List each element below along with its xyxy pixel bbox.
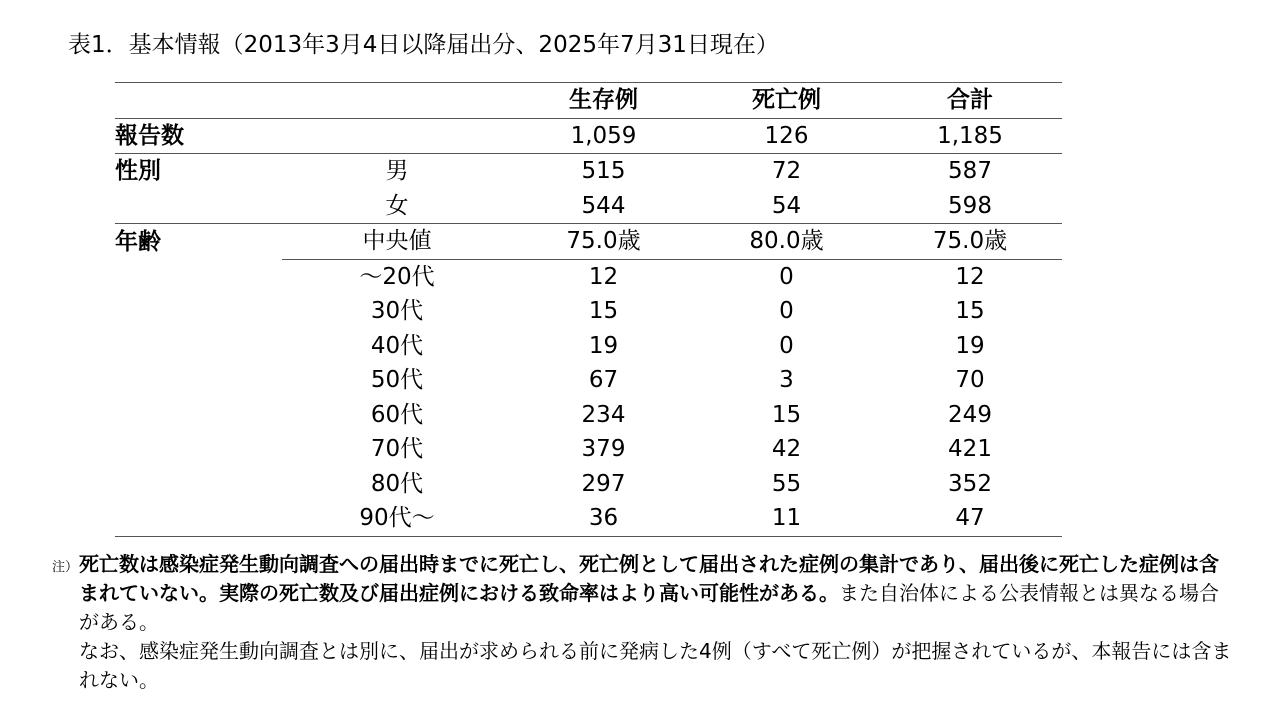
cell-value: 352 (948, 470, 992, 497)
cell-value: 42 (771, 436, 802, 463)
basic-info-table (115, 82, 1062, 537)
cell-value: 0 (779, 332, 794, 359)
age-median-row (115, 224, 1062, 260)
sub-label: 30代 (370, 298, 424, 325)
footnote (52, 550, 1232, 695)
cell-value: 12 (878, 259, 1062, 294)
footnote-body (79, 550, 1232, 695)
row-label-age: 年齢 (115, 224, 282, 260)
cell-value: 515 (512, 154, 695, 189)
cell-value: 3 (779, 367, 794, 394)
sub-label: 40代 (370, 332, 424, 359)
sex-row-male (115, 154, 1062, 189)
footnote-mark: 注） (52, 560, 79, 575)
cell-value: 80.0歳 (695, 224, 878, 260)
sub-label: ～20代 (282, 259, 512, 294)
empty-cell (115, 398, 282, 433)
cell-value: 379 (581, 436, 626, 463)
empty-cell (115, 189, 282, 224)
cell-value: 15 (588, 298, 619, 325)
sex-row-female (115, 189, 1062, 224)
cell-value: 297 (581, 470, 626, 497)
cell-value: 75.0歳 (878, 224, 1062, 260)
sub-label: 中央値 (282, 224, 512, 260)
footnote-paragraph-2: なお、感染症発生動向調査とは別に、届出が求められる前に発病した4例（すべて死亡例）が把握されているが、本報告には含まれない。 (79, 639, 1232, 692)
table-header-row (115, 83, 1062, 119)
empty-cell (115, 501, 282, 536)
cell-value: 0 (695, 259, 878, 294)
cell-value: 1,185 (878, 118, 1062, 154)
sub-label: 男 (282, 154, 512, 189)
footnote-paragraph-1 (79, 550, 1232, 637)
cell-value: 70 (955, 367, 985, 394)
column-header-died: 死亡例 (695, 83, 878, 119)
report-count-row (115, 118, 1062, 154)
cell-value: 75.0歳 (512, 224, 695, 260)
cell-value: 72 (695, 154, 878, 189)
age-row (115, 329, 1062, 364)
age-row (115, 467, 1062, 502)
sub-label: 80代 (370, 470, 424, 497)
sub-label: 70代 (370, 436, 424, 463)
empty-cell (115, 294, 282, 329)
cell-value: 15 (955, 298, 985, 325)
cell-value: 544 (581, 192, 626, 219)
age-row (115, 259, 1062, 294)
sub-label: 90代～ (282, 501, 512, 536)
footnote-normal-text: また自治体による公表情報とは異なる場合がある。 (79, 581, 1219, 634)
row-label-sex: 性別 (115, 154, 282, 189)
cell-value: 67 (588, 367, 619, 394)
cell-value: 36 (512, 501, 695, 536)
cell-value: 587 (878, 154, 1062, 189)
cell-value: 249 (948, 401, 992, 428)
empty-cell (115, 259, 282, 294)
cell-value: 15 (771, 401, 802, 428)
empty-cell (115, 329, 282, 364)
cell-value: 55 (771, 470, 802, 497)
empty-cell (115, 432, 282, 467)
cell-value: 47 (878, 501, 1062, 536)
cell-value: 11 (695, 501, 878, 536)
sub-label: 60代 (370, 401, 424, 428)
cell-value: 19 (588, 332, 619, 359)
empty-cell (115, 467, 282, 502)
sub-label: 50代 (370, 367, 424, 394)
age-row (115, 501, 1062, 536)
age-row (115, 363, 1062, 398)
header-empty-cell (282, 83, 512, 119)
age-row (115, 398, 1062, 433)
row-label-report-count: 報告数 (115, 118, 282, 154)
cell-value: 0 (779, 298, 794, 325)
age-row (115, 294, 1062, 329)
sub-label: 女 (385, 192, 409, 219)
footnote-bold-text: 死亡数は感染症発生動向調査への届出時までに死亡し、死亡例として届出された症例の集計であり、届出後に死亡した症例は含まれていない。実際の死亡数及び届出症例における致命率はより高い可能性がある。 (79, 552, 1219, 605)
cell-value: 1,059 (512, 118, 695, 154)
cell-value: 54 (771, 192, 802, 219)
cell-value: 421 (948, 436, 992, 463)
header-empty-cell (115, 83, 282, 119)
cell-value: 234 (581, 401, 626, 428)
table-title: 表1．基本情報（2013年3月4日以降届出分、2025年7月31日現在） (68, 32, 779, 58)
empty-cell (115, 363, 282, 398)
empty-cell (282, 118, 512, 154)
cell-value: 126 (695, 118, 878, 154)
cell-value: 12 (512, 259, 695, 294)
column-header-total: 合計 (878, 83, 1062, 119)
column-header-survived: 生存例 (512, 83, 695, 119)
cell-value: 598 (948, 192, 992, 219)
age-row (115, 432, 1062, 467)
cell-value: 19 (955, 332, 985, 359)
